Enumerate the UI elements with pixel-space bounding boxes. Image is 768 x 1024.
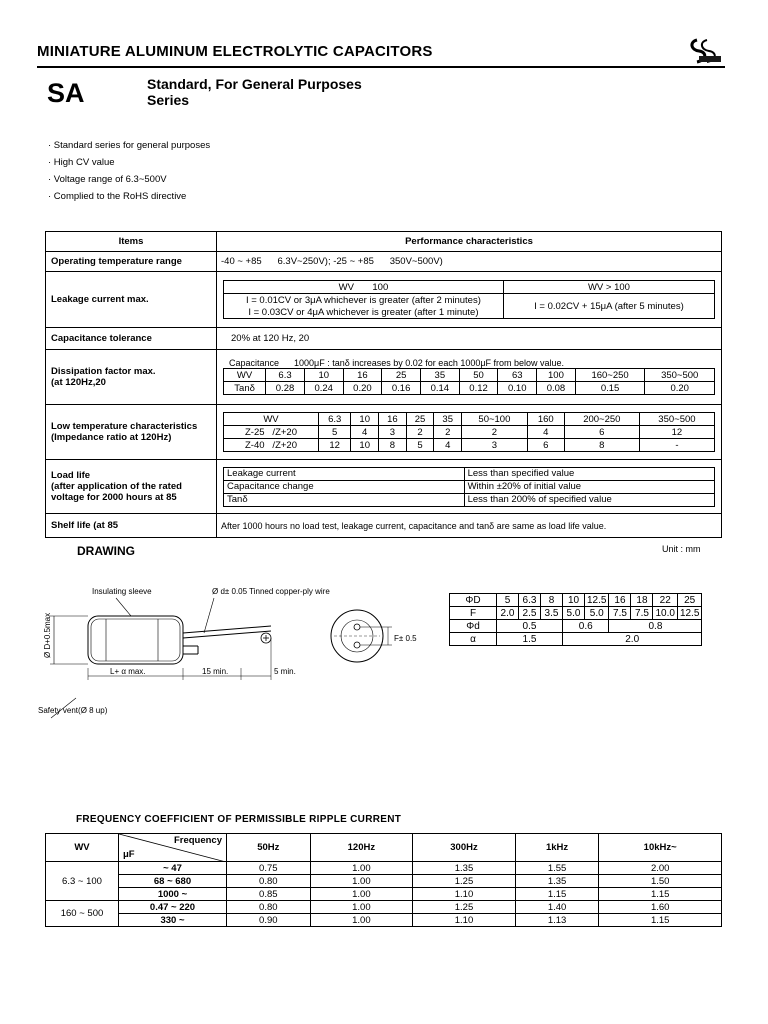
lowtemp-z40-header: Z-40 /Z+20: [224, 439, 319, 452]
drawing-title: DRAWING: [77, 544, 135, 558]
leakage-le-line2: I = 0.03CV or 4μA whichever is greater (after 1 minute): [224, 306, 504, 319]
dissipation-wv: 16: [343, 369, 382, 382]
dim-F: 7.5: [631, 607, 653, 620]
ripple-cap: 0.47 ~ 220: [119, 901, 227, 914]
dim-F: 5.0: [563, 607, 585, 620]
ripple-wv: 160 ~ 500: [46, 901, 119, 927]
lowtemp-z40: 12: [319, 439, 351, 452]
ripple-value: 1.10: [413, 914, 516, 927]
ripple-value: 0.80: [227, 875, 311, 888]
dim-F: 3.5: [541, 607, 563, 620]
dim-F: 2.0: [497, 607, 519, 620]
ripple-value: 1.15: [599, 914, 722, 927]
ripple-cap: ~ 47: [119, 862, 227, 875]
lowtemp-z25: 4: [527, 426, 564, 439]
ripple-header-row: [46, 834, 722, 862]
lowtemp-z40: 8: [379, 439, 407, 452]
dim-d-header: Φd: [450, 620, 497, 633]
lowtemp-wv: 50~100: [462, 413, 528, 426]
perf-header: Performance characteristics: [217, 232, 722, 252]
lowtemp-z40: 6: [527, 439, 564, 452]
ripple-value: 1.40: [515, 901, 599, 914]
capacitor-body: [88, 616, 183, 664]
dissipation-tan: 0.10: [498, 382, 537, 395]
dissipation-label-cond: (at 120Hz,20: [51, 377, 106, 388]
lowtemp-table: [223, 412, 715, 452]
dissipation-tan: 0.20: [645, 382, 715, 395]
dissipation-tan: 0.14: [420, 382, 459, 395]
ripple-cap: 330 ~: [119, 914, 227, 927]
feature-item: · Voltage range of 6.3~500V: [48, 174, 167, 185]
dissipation-tan: 0.15: [575, 382, 645, 395]
leakage-wv-le: WV 100: [224, 281, 504, 294]
dissipation-tan: 0.28: [266, 382, 305, 395]
ripple-table: [45, 833, 722, 927]
lowtemp-label-cond: (Impedance ratio at 120Hz): [51, 432, 172, 443]
lowtemp-wv: 25: [406, 413, 434, 426]
shelf-label: Shelf life (at 85: [46, 514, 217, 538]
dissipation-tan-row: [224, 382, 715, 395]
dissipation-tan: 0.24: [304, 382, 343, 395]
ripple-value: 1.15: [515, 888, 599, 901]
loadlife-label: Load life: [51, 470, 91, 481]
lowtemp-z40-row: [224, 439, 715, 452]
feature-item: · Complied to the RoHS directive: [48, 191, 187, 202]
ripple-value: 1.13: [515, 914, 599, 927]
feature-item: · Standard series for general purposes: [48, 140, 211, 151]
ripple-freq-uf-header: [119, 834, 227, 862]
dissipation-wv-row: [224, 369, 715, 382]
lowtemp-z25: 3: [379, 426, 407, 439]
ripple-row: [46, 901, 722, 914]
ripple-value: 0.80: [227, 901, 311, 914]
ripple-value: 1.60: [599, 901, 722, 914]
dim-F: 7.5: [609, 607, 631, 620]
cap-tol-value: 20% at 120 Hz, 20: [217, 328, 722, 350]
dissipation-wv-header: WV: [224, 369, 266, 382]
dim-d: 0.5: [497, 620, 563, 633]
ripple-value: 1.15: [599, 888, 722, 901]
lowtemp-wv: 16: [379, 413, 407, 426]
lowtemp-wv: 200~250: [564, 413, 639, 426]
lowtemp-label: Low temperature characteristics: [51, 421, 198, 432]
ripple-row: [46, 862, 722, 875]
shelf-value: After 1000 hours no load test, leakage current, capacitance and tanδ are same as load life value.: [217, 514, 722, 538]
dissipation-wv: 25: [382, 369, 421, 382]
ripple-value: 1.50: [599, 875, 722, 888]
feature-item: · High CV value: [48, 157, 115, 168]
ripple-cap: 68 ~ 680: [119, 875, 227, 888]
items-header: Items: [46, 232, 217, 252]
dissipation-wv: 100: [537, 369, 576, 382]
dim-D: 16: [609, 594, 631, 607]
loadlife-item: Leakage current: [224, 467, 465, 480]
dissipation-wv: 350~500: [645, 369, 715, 382]
dim-a: 1.5: [497, 633, 563, 646]
dissipation-tan: 0.16: [382, 382, 421, 395]
ripple-title: FREQUENCY COEFFICIENT OF PERMISSIBLE RIPPLE CURRENT: [76, 814, 402, 825]
lowtemp-wv: 6.3: [319, 413, 351, 426]
ripple-value: 1.35: [413, 862, 516, 875]
dissipation-tan: 0.20: [343, 382, 382, 395]
dim-D: 8: [541, 594, 563, 607]
dissipation-label: Dissipation factor max.: [51, 366, 156, 377]
lowtemp-z25: 4: [351, 426, 379, 439]
dissipation-wv: 50: [459, 369, 498, 382]
dim-D-header: ΦD: [450, 594, 497, 607]
leakage-le-line1: I = 0.01CV or 3μA whichever is greater (after 2 minutes): [224, 294, 504, 307]
lowtemp-wv-row: [224, 413, 715, 426]
lowtemp-z40: -: [639, 439, 714, 452]
loadlife-row: [224, 493, 715, 506]
dissipation-wv: 10: [304, 369, 343, 382]
ripple-value: 1.00: [310, 862, 413, 875]
diameter-label: Ø D+0.5max: [43, 612, 52, 658]
dim-a-header: α: [450, 633, 497, 646]
dim-D: 18: [631, 594, 653, 607]
loadlife-label-cond1: (after application of the rated: [51, 481, 182, 492]
leakage-gt-value: I = 0.02CV + 15μA (after 5 minutes): [503, 294, 714, 319]
lead5-label: 5 min.: [274, 667, 296, 676]
ripple-value: 1.25: [413, 901, 516, 914]
leakage-wv-gt: WV > 100: [503, 281, 714, 294]
ripple-value: 0.90: [227, 914, 311, 927]
dissipation-tan: 0.08: [537, 382, 576, 395]
loadlife-value: Within ±20% of initial value: [464, 480, 714, 493]
series-code: SA: [47, 78, 85, 108]
lowtemp-wv: 160: [527, 413, 564, 426]
ripple-row: [46, 888, 722, 901]
lowtemp-z25: 2: [406, 426, 434, 439]
dim-F: 12.5: [677, 607, 701, 620]
dim-F: 5.0: [585, 607, 609, 620]
dissipation-wv: 63: [498, 369, 537, 382]
dissipation-tan: 0.12: [459, 382, 498, 395]
ripple-value: 1.35: [515, 875, 599, 888]
dissipation-wv: 35: [420, 369, 459, 382]
dim-F: 10.0: [653, 607, 677, 620]
lowtemp-z40: 3: [462, 439, 528, 452]
cap-tol-label: Capacitance tolerance: [46, 328, 217, 350]
loadlife-item: Capacitance change: [224, 480, 465, 493]
freq-header: 1kHz: [515, 834, 599, 862]
freq-header: 50Hz: [227, 834, 311, 862]
f-tolerance-label: F± 0.5: [394, 634, 417, 643]
capacitor-drawing: [36, 578, 446, 723]
lowtemp-z25: 2: [462, 426, 528, 439]
dim-row-F: [450, 607, 702, 620]
op-temp-value: -40 ~ +85 6.3V~250V); -25 ~ +85 350V~500V): [217, 252, 722, 272]
dimension-table: [449, 593, 702, 646]
length-label: L+ α max.: [110, 667, 146, 676]
ripple-value: 0.85: [227, 888, 311, 901]
dissipation-note: Capacitance 1000μF : tanδ increases by 0.02 for each 1000μF from below value.: [229, 358, 565, 368]
dim-d: 0.6: [563, 620, 609, 633]
freq-header: 300Hz: [413, 834, 516, 862]
ripple-value: 1.00: [310, 888, 413, 901]
lowtemp-wv: 35: [434, 413, 462, 426]
freq-header: 10kHz~: [599, 834, 722, 862]
ripple-row: [46, 914, 722, 927]
lead15-label: 15 min.: [202, 667, 229, 676]
lowtemp-z40: 5: [406, 439, 434, 452]
dim-d: 0.8: [609, 620, 702, 633]
loadlife-row: [224, 480, 715, 493]
loadlife-row: [224, 467, 715, 480]
page-title: MINIATURE ALUMINUM ELECTROLYTIC CAPACITORS: [37, 43, 433, 60]
lowtemp-z40: 10: [351, 439, 379, 452]
ripple-value: 0.75: [227, 862, 311, 875]
loadlife-item: Tanδ: [224, 493, 465, 506]
dim-F: 2.5: [519, 607, 541, 620]
feature-list: [48, 137, 210, 205]
brand-logo-icon: [683, 38, 723, 64]
lowtemp-z25: 6: [564, 426, 639, 439]
dim-D: 25: [677, 594, 701, 607]
series-desc-line1: Standard, For General Purposes: [147, 76, 362, 92]
sleeve-label: Insulating sleeve: [92, 587, 152, 596]
dim-row-D: [450, 594, 702, 607]
unit-label: Unit : mm: [662, 544, 701, 554]
ripple-value: 1.10: [413, 888, 516, 901]
dim-D: 5: [497, 594, 519, 607]
spec-table: [45, 231, 722, 538]
ripple-value: 1.25: [413, 875, 516, 888]
vent-label: Safety vent(Ø 8 up): [38, 706, 108, 715]
leakage-label: Leakage current max.: [46, 272, 217, 328]
lowtemp-z25: 12: [639, 426, 714, 439]
ripple-row: [46, 875, 722, 888]
lowtemp-z40: 4: [434, 439, 462, 452]
ripple-cap: 1000 ~: [119, 888, 227, 901]
lowtemp-z25-header: Z-25 /Z+20: [224, 426, 319, 439]
loadlife-label-cond2: voltage for 2000 hours at 85: [51, 492, 177, 503]
freq-header: 120Hz: [310, 834, 413, 862]
ripple-value: 1.00: [310, 875, 413, 888]
leakage-table: [223, 280, 715, 319]
ripple-value: 1.00: [310, 901, 413, 914]
lowtemp-wv-header: WV: [224, 413, 319, 426]
loadlife-table: [223, 467, 715, 507]
loadlife-value: Less than 200% of specified value: [464, 493, 714, 506]
dim-D: 6.3: [519, 594, 541, 607]
header-rule: [37, 66, 725, 68]
lowtemp-wv: 10: [351, 413, 379, 426]
dissipation-wv: 160~250: [575, 369, 645, 382]
loadlife-value: Less than specified value: [464, 467, 714, 480]
dissipation-wv: 6.3: [266, 369, 305, 382]
dissipation-tan-header: Tanδ: [224, 382, 266, 395]
ripple-value: 1.55: [515, 862, 599, 875]
uf-label: μF: [123, 849, 135, 860]
lowtemp-wv: 350~500: [639, 413, 714, 426]
series-description: [147, 76, 362, 108]
lowtemp-z25: 2: [434, 426, 462, 439]
dim-D: 12.5: [585, 594, 609, 607]
lowtemp-z25-row: [224, 426, 715, 439]
dim-row-d: [450, 620, 702, 633]
dim-F-header: F: [450, 607, 497, 620]
freq-label: Frequency: [173, 835, 222, 846]
ripple-value: 2.00: [599, 862, 722, 875]
lowtemp-z25: 5: [319, 426, 351, 439]
ripple-value: 1.00: [310, 914, 413, 927]
dim-D: 10: [563, 594, 585, 607]
op-temp-label: Operating temperature range: [46, 252, 217, 272]
dim-D: 22: [653, 594, 677, 607]
ripple-wv: 6.3 ~ 100: [46, 862, 119, 901]
dim-a: 2.0: [563, 633, 702, 646]
dim-row-a: [450, 633, 702, 646]
lowtemp-z40: 8: [564, 439, 639, 452]
wire-label: Ø d± 0.05 Tinned copper-ply wire: [212, 587, 330, 596]
series-desc-line2: Series: [147, 92, 190, 108]
dissipation-table: [223, 368, 715, 395]
ripple-wv-header: WV: [46, 834, 119, 862]
